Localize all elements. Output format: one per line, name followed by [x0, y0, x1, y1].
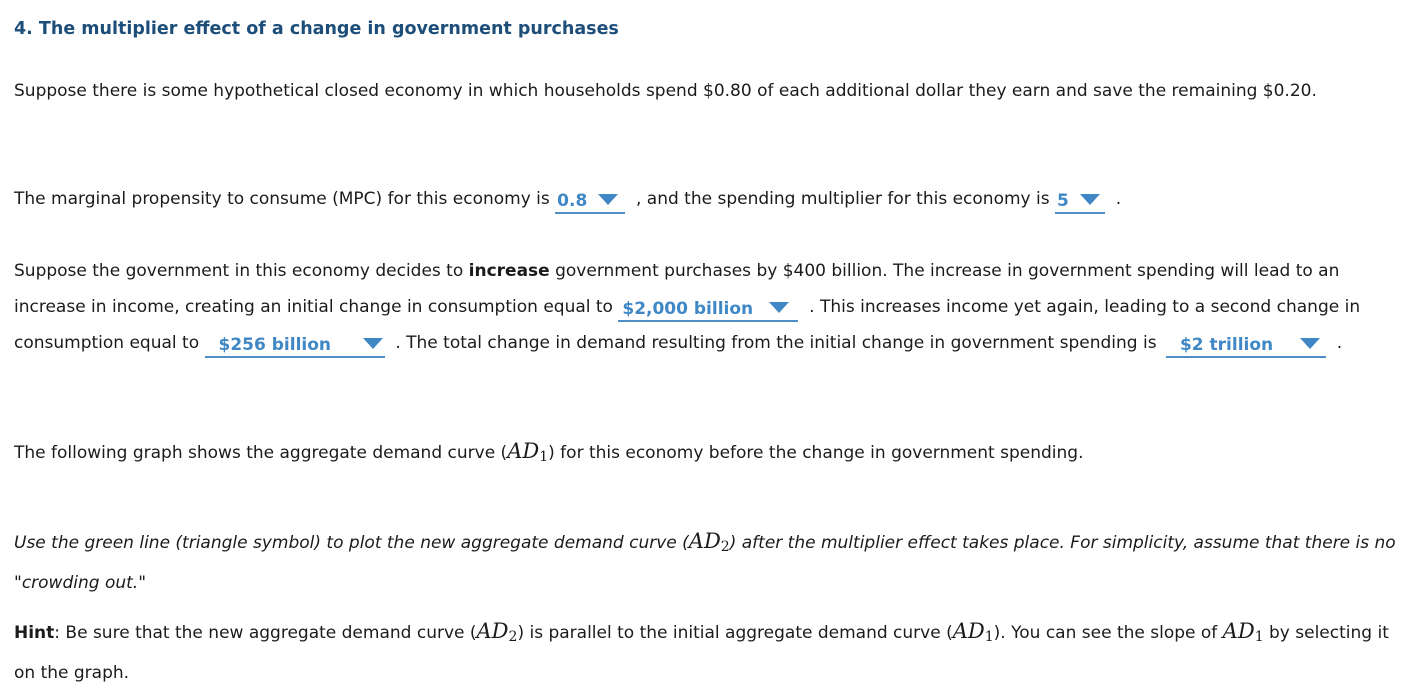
ad2-symbol: $AD_2$ [688, 529, 730, 555]
instruction-text-2: ) after the multiplier effect takes place. For simplicity, assume that there is no "crowding out." [14, 533, 1396, 593]
chevron-down-icon [598, 194, 618, 205]
multiplier-dropdown-value: 5 [1056, 191, 1069, 211]
total-change-dropdown[interactable] [1166, 334, 1326, 358]
gov-text-2: government purchases by $400 billion. The increase in government spending will lead to an increase in income, creating an initial change in consumption equal to [14, 261, 1340, 317]
ad1-symbol: $AD_1$ [1222, 619, 1264, 645]
gov-text-5: . [1336, 333, 1343, 353]
ad2-symbol: $AD_2$ [476, 619, 518, 645]
hint-paragraph [14, 613, 1409, 691]
mpc-text-3: . [1115, 189, 1122, 209]
mpc-text-2: , and the spending multiplier for this economy is [635, 189, 1050, 209]
second-change-dropdown[interactable] [205, 334, 385, 358]
initial-change-dropdown-value: $2,000 billion [622, 299, 754, 319]
hint-text-1: : Be sure that the new aggregate demand curve ( [54, 623, 477, 643]
ad1-symbol: $AD_1$ [507, 439, 549, 465]
intro-text: Suppose there is some hypothetical closed economy in which households spend $0.80 of each additional dollar they earn and save the remaining $0.20. [14, 81, 1317, 101]
gov-bold-increase: increase [468, 261, 550, 281]
hint-text-2: ) is parallel to the initial aggregate demand curve ( [517, 623, 953, 643]
total-change-dropdown-value: $2 trillion [1179, 335, 1274, 355]
mpc-paragraph [14, 181, 1409, 217]
ad1-symbol: $AD_1$ [952, 619, 994, 645]
chevron-down-icon [1080, 194, 1100, 205]
question-title: 4. The multiplier effect of a change in government purchases [14, 19, 619, 39]
chevron-down-icon [769, 302, 789, 313]
government-spending-paragraph [14, 253, 1409, 361]
graph-text-1: The following graph shows the aggregate demand curve ( [14, 443, 508, 463]
multiplier-dropdown[interactable] [1055, 190, 1105, 214]
hint-label: Hint [14, 623, 55, 643]
gov-text-3: . This increases income yet again, leading to a second change in consumption equal to [14, 297, 1361, 353]
instruction-text-1: Use the green line (triangle symbol) to plot the new aggregate demand curve ( [14, 533, 689, 553]
second-change-dropdown-value: $256 billion [218, 335, 332, 355]
gov-text-4: . The total change in demand resulting from the initial change in government spending is [395, 333, 1157, 353]
graph-text-2: ) for this economy before the change in government spending. [548, 443, 1084, 463]
graph-description-paragraph [14, 433, 1409, 475]
mpc-dropdown-value: 0.8 [557, 191, 588, 211]
intro-paragraph [14, 73, 1409, 109]
mpc-text-1: The marginal propensity to consume (MPC) for this economy is [14, 189, 550, 209]
gov-text-1: Suppose the government in this economy decides to [14, 261, 464, 281]
hint-text-3: ). You can see the slope of [993, 623, 1218, 643]
chevron-down-icon [363, 338, 383, 349]
chevron-down-icon [1300, 338, 1320, 349]
instruction-paragraph [14, 523, 1409, 601]
hint-text-4: by selecting it on the graph. [14, 623, 1389, 683]
mpc-dropdown[interactable] [555, 190, 625, 214]
initial-change-dropdown[interactable] [618, 298, 798, 322]
